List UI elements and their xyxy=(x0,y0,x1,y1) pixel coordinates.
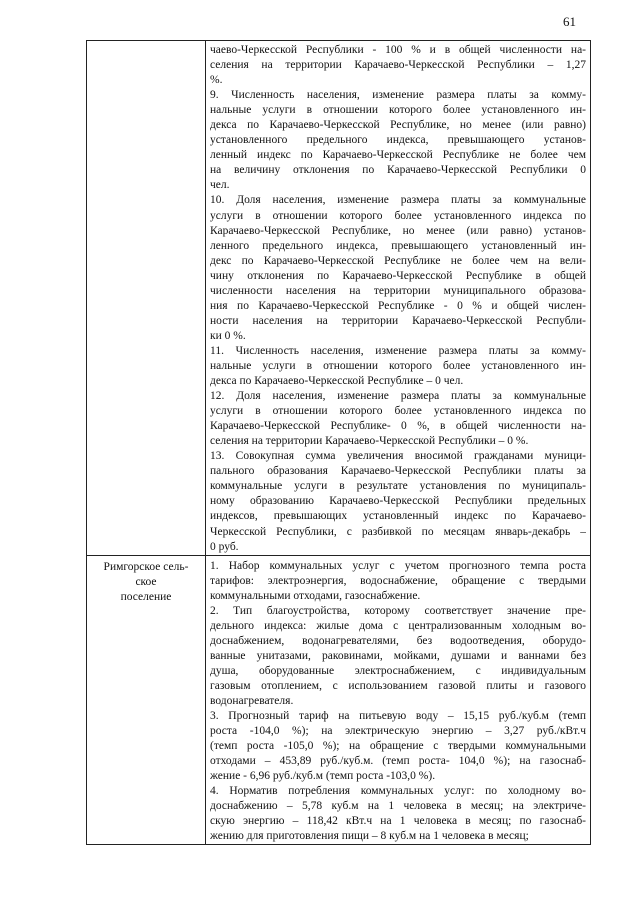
text-line: ки 0 %. xyxy=(210,329,246,342)
text-line: декс по Карачаево-Черкесской Республике не более чем на вели- xyxy=(210,254,586,267)
text-line: чаево-Черкесской Республики - 100 % и в общей численности на- xyxy=(210,44,586,56)
municipality-name xyxy=(87,556,205,605)
indicator-paragraph xyxy=(206,709,590,784)
text-line: декса по Карачаево-Черкесской Республике – 0 чел. xyxy=(210,375,464,388)
table-row xyxy=(87,41,591,556)
text-line: водонагревателя. xyxy=(210,695,294,708)
text-line: индексов, превышающих установленный индекс по Карачаево- xyxy=(210,510,586,523)
text-line: роста -104,0 %); на электрическую энергию – 3,27 руб./кВт.ч xyxy=(210,725,586,738)
text-line: ности населения на территории Карачаево-Черкесской Республи- xyxy=(210,314,586,327)
text-line: 11. Численность населения, изменение размера платы за комму- xyxy=(210,344,586,357)
text-line: декса по Карачаево-Черкесской Республике, но менее (или равно) xyxy=(210,119,586,132)
municipality-name-line: поселение xyxy=(120,590,172,603)
municipality-cell xyxy=(87,555,206,845)
indicator-paragraph xyxy=(206,193,590,343)
text-line: доснабжением, водонагревателями, без водоотведения, оборудо- xyxy=(210,634,586,647)
text-line: 10. Доля населения, изменение размера платы за коммунальные xyxy=(210,194,586,207)
text-line: 2. Тип благоустройства, которому соответствует значение пре- xyxy=(210,604,586,617)
indices-table xyxy=(86,40,591,845)
text-line: жению для приготовления пищи – 8 куб.м на 1 человека в месяц; xyxy=(210,830,529,843)
municipality-name-line: Римгорское сель- xyxy=(103,560,189,573)
table-row xyxy=(87,555,591,845)
text-line: ванные унитазами, раковинами, мойками, душами и ваннами без xyxy=(210,649,586,662)
text-line: пального образования Карачаево-Черкесской Республики платы за xyxy=(210,465,586,478)
municipality-name-line: ское xyxy=(135,575,157,588)
municipality-cell xyxy=(87,41,206,556)
indicator-paragraph xyxy=(206,604,590,709)
text-line: услуги в отношении которого более установленного индекса по xyxy=(210,405,586,418)
text-line: %. xyxy=(210,74,223,87)
text-line: селения на территории Карачаево-Черкесской Республики – 0 %. xyxy=(210,435,529,448)
text-line: 1. Набор коммунальных услуг с учетом прогнозного темпа роста xyxy=(210,559,586,572)
text-line: 3. Прогнозный тариф на питьевую воду – 15,15 руб./куб.м (темп xyxy=(210,710,586,723)
text-line: ленный индекс по Карачаево-Черкесской Республике не более чем xyxy=(210,149,586,162)
indicator-paragraph xyxy=(206,41,590,88)
indicator-paragraph xyxy=(206,344,590,389)
text-line: ному образованию Карачаево-Черкесской Республики предельных xyxy=(210,495,586,508)
text-line: (темп роста -105,0 %); на обращение с твердыми коммунальными xyxy=(210,740,586,753)
text-line: 4. Норматив потребления коммунальных услуг: по холодному во- xyxy=(210,785,586,798)
text-line: 9. Численность населения, изменение размера платы за комму- xyxy=(210,89,586,102)
text-line: 13. Совокупная сумма увеличения вносимой гражданами муници- xyxy=(210,450,586,463)
text-line: чину отклонения по Карачаево-Черкесской Республике в общей xyxy=(210,269,586,282)
text-line: дельного индекса: жилые дома с централизованным холодным во- xyxy=(210,619,586,632)
text-line: 0 руб. xyxy=(210,540,239,553)
indicator-paragraph xyxy=(206,449,590,554)
text-line: 12. Доля населения, изменение размера платы за коммунальные xyxy=(210,390,586,403)
indicators-cell xyxy=(206,41,591,556)
page-number: 61 xyxy=(563,14,576,29)
text-line: отходами – 453,89 руб./куб.м. (темп роста- 104,0 %); на газоснаб- xyxy=(210,755,586,768)
indicator-paragraph xyxy=(206,389,590,449)
text-line: тарифов: электроэнергия, водоснабжение, обращение с твердыми xyxy=(210,574,586,587)
text-line: скую энергию – 118,42 кВт.ч на 1 человека в месяц; по газоснаб- xyxy=(210,815,586,828)
text-line: ленного предельного индекса, превышающего установленный ин- xyxy=(210,239,586,252)
indicator-paragraph xyxy=(206,784,590,844)
text-line: коммунальные услуги в результате установления по муниципаль- xyxy=(210,480,586,493)
text-line: Черкесской Республики, с разбивкой по месяцам январь-декабрь – xyxy=(210,525,586,538)
text-line: селения на территории Карачаево-Черкесской Республики – 1,27 xyxy=(210,59,586,72)
text-line: коммунальными отходами, газоснабжение. xyxy=(210,589,421,602)
municipality-name xyxy=(87,41,205,45)
text-line: чел. xyxy=(210,179,230,192)
text-line: ния по Карачаево-Черкесской Республике - 0 % и общей числен- xyxy=(210,299,586,312)
text-line: установленного предельного индекса, превышающего установ- xyxy=(210,134,586,147)
text-line: Карачаево-Черкесской Республике, но менее (или равно) установ- xyxy=(210,224,586,237)
indicators-cell xyxy=(206,555,591,845)
indicator-paragraph xyxy=(206,88,590,193)
text-line: Карачаево-Черкесской Республике- 0 %, в общей численности на- xyxy=(210,420,586,433)
text-line: численности населения на территории муниципального образова- xyxy=(210,284,586,297)
text-line: душа, оборудованные электроснабжением, с индивидуальным xyxy=(210,664,586,677)
indicator-paragraph xyxy=(206,556,590,604)
text-line: нальные услуги в отношении которого более установленного ин- xyxy=(210,359,586,372)
text-line: на величину отклонения по Карачаево-Черкесской Республики 0 xyxy=(210,164,586,177)
text-line: газовым отоплением, с использованием газовой плиты и газового xyxy=(210,679,586,692)
text-line: услуги в отношении которого более установленного индекса по xyxy=(210,209,586,222)
text-line: нальные услуги в отношении которого более установленного ин- xyxy=(210,104,586,117)
text-line: жение - 6,96 руб./куб.м (темп роста -103,0 %). xyxy=(210,770,436,783)
text-line: доснабжению – 5,78 куб.м на 1 человека в месяц; на электриче- xyxy=(210,800,586,813)
